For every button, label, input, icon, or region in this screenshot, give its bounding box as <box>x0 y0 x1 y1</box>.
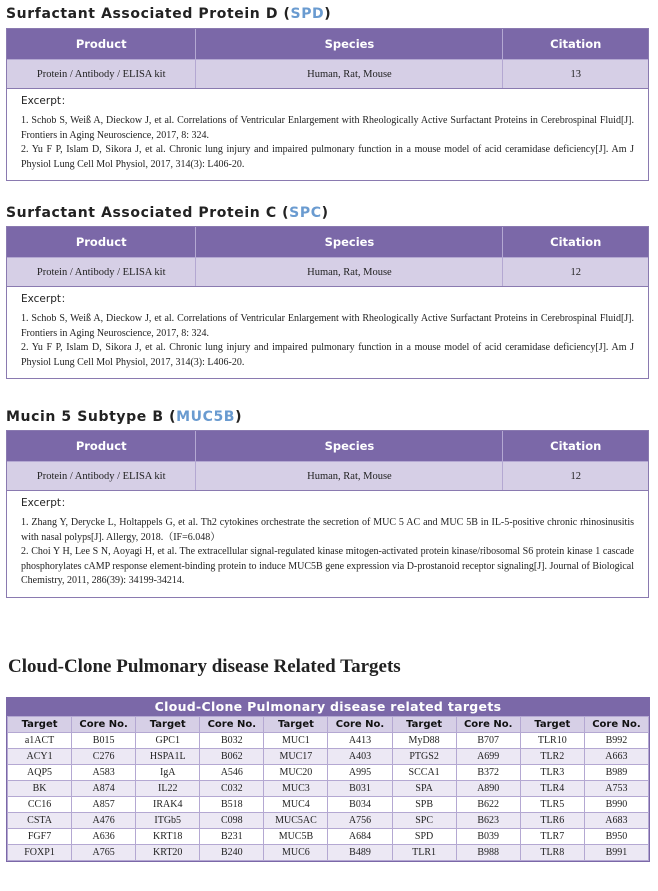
target-name-cell: TLR8 <box>520 845 584 861</box>
target-name-cell: KRT18 <box>136 829 200 845</box>
target-name-cell: CSTA <box>8 813 72 829</box>
title-prefix: Surfactant Associated Protein C ( <box>6 205 290 221</box>
header-species: Species <box>196 227 503 257</box>
targets-caption: Cloud-Clone Pulmonary disease related targets <box>7 698 649 716</box>
core-no-cell: C098 <box>200 813 264 829</box>
core-no-cell: A413 <box>328 733 392 749</box>
core-no-cell: A636 <box>72 829 136 845</box>
table-row <box>8 781 649 797</box>
reference-2: 2. Choi Y H, Lee S N, Aoyagi H, et al. The extracellular signal-regulated kinase mitogen-activated protein kinase/ribosomal S6 protein kinase 1 cascade phosphorylates cAMP response element-binding protein to induce MUC5B gene expression via D-prostanoid receptor signaling[J]. Journal of Biological Chemistry, 2011, 286(39): 34199-34214. <box>21 546 634 586</box>
target-name-cell: TLR1 <box>392 845 456 861</box>
related-targets-heading: Cloud-Clone Pulmonary disease Related Targets <box>8 656 401 677</box>
cell-citation: 13 <box>570 68 581 80</box>
table-header <box>7 431 648 461</box>
table-header <box>7 227 648 257</box>
targets-grid <box>7 716 649 861</box>
target-name-cell: GPC1 <box>136 733 200 749</box>
product-table-muc5b <box>6 430 649 598</box>
table-row <box>8 749 649 765</box>
table-row <box>8 845 649 861</box>
core-no-cell: B992 <box>584 733 648 749</box>
target-name-cell: TLR6 <box>520 813 584 829</box>
target-name-cell: FGF7 <box>8 829 72 845</box>
table-header <box>7 29 648 59</box>
core-no-cell: B240 <box>200 845 264 861</box>
excerpt-label: Excerpt： <box>21 293 72 305</box>
cell-species: Human, Rat, Mouse <box>196 258 503 286</box>
core-no-cell: B989 <box>584 765 648 781</box>
core-no-cell: B990 <box>584 797 648 813</box>
cell-species: Human, Rat, Mouse <box>196 60 503 88</box>
core-no-cell: A546 <box>200 765 264 781</box>
excerpt-label: Excerpt： <box>21 95 72 107</box>
title-suffix: ) <box>235 409 243 425</box>
core-no-cell: C032 <box>200 781 264 797</box>
abbr-link-spc[interactable]: SPC <box>289 205 322 221</box>
core-no-cell: A765 <box>72 845 136 861</box>
header-product: Product <box>7 227 196 257</box>
title-suffix: ) <box>324 6 332 22</box>
excerpt-label: Excerpt： <box>21 497 72 509</box>
table-row <box>8 813 649 829</box>
table-row <box>8 797 649 813</box>
core-no-cell: B950 <box>584 829 648 845</box>
header-species: Species <box>196 29 503 59</box>
target-name-cell: MyD88 <box>392 733 456 749</box>
abbr-link-spd[interactable]: SPD <box>290 6 325 22</box>
reference-1: 1. Schob S, Weiß A, Dieckow J, et al. Correlations of Ventricular Enlargement with Rheologically Active Surfactant Proteins in Cerebrospinal Fluid[J]. Frontiers in Aging Neuroscience, 2017, 8: 324. <box>21 313 634 339</box>
target-name-cell: TLR10 <box>520 733 584 749</box>
excerpt-box <box>7 490 648 597</box>
header-citation: Citation <box>550 37 602 51</box>
target-name-cell: KRT20 <box>136 845 200 861</box>
target-name-cell: SCCA1 <box>392 765 456 781</box>
table-row <box>7 59 648 88</box>
target-name-cell: ACY1 <box>8 749 72 765</box>
title-prefix: Mucin 5 Subtype B ( <box>6 409 177 425</box>
table-row <box>8 829 649 845</box>
col-header: Core No. <box>72 717 136 733</box>
col-header: Target <box>392 717 456 733</box>
section-title-muc5b <box>6 409 242 425</box>
reference-2: 2. Yu F P, Islam D, Sikora J, et al. Chronic lung injury and impaired pulmonary function in a mouse model of acid ceramidase deficiency[J]. Am J Physiol Lung Cell Mol Physiol, 2017, 314(3): L406-20. <box>21 144 634 170</box>
reference-1: 1. Zhang Y, Derycke L, Holtappels G, et al. Th2 cytokines orchestrate the secretion of MUC 5 AC and MUC 5B in IL-5-positive chronic rhinosinusitis with nasal polyps[J]. Allergy, 2018.（IF=6.048） <box>21 517 634 543</box>
table-row <box>7 461 648 490</box>
abbr-link-muc5b[interactable]: MUC5B <box>176 409 236 425</box>
col-header: Target <box>520 717 584 733</box>
core-no-cell: A403 <box>328 749 392 765</box>
cell-product: Protein / Antibody / ELISA kit <box>7 462 196 490</box>
cell-product: Protein / Antibody / ELISA kit <box>7 60 196 88</box>
target-name-cell: MUC3 <box>264 781 328 797</box>
cell-species: Human, Rat, Mouse <box>196 462 503 490</box>
reference-1: 1. Schob S, Weiß A, Dieckow J, et al. Correlations of Ventricular Enlargement with Rheologically Active Surfactant Proteins in Cerebrospinal Fluid[J]. Frontiers in Aging Neuroscience, 2017, 8: 324. <box>21 115 634 141</box>
header-citation: Citation <box>550 235 602 249</box>
core-no-cell: C276 <box>72 749 136 765</box>
target-name-cell: ITGb5 <box>136 813 200 829</box>
title-suffix: ) <box>321 205 329 221</box>
header-product: Product <box>7 431 196 461</box>
header-citation: Citation <box>550 439 602 453</box>
table-row <box>7 257 648 286</box>
target-name-cell: CC16 <box>8 797 72 813</box>
target-name-cell: IgA <box>136 765 200 781</box>
target-name-cell: IRAK4 <box>136 797 200 813</box>
header-species: Species <box>196 431 503 461</box>
core-no-cell: A699 <box>456 749 520 765</box>
title-prefix: Surfactant Associated Protein D ( <box>6 6 291 22</box>
product-table-spd <box>6 28 649 181</box>
target-name-cell: a1ACT <box>8 733 72 749</box>
target-name-cell: FOXP1 <box>8 845 72 861</box>
col-header: Core No. <box>584 717 648 733</box>
col-header: Target <box>264 717 328 733</box>
core-no-cell: B039 <box>456 829 520 845</box>
reference-2: 2. Yu F P, Islam D, Sikora J, et al. Chronic lung injury and impaired pulmonary function in a mouse model of acid ceramidase deficiency[J]. Am J Physiol Lung Cell Mol Physiol, 2017, 314(3): L406-20. <box>21 342 634 368</box>
core-no-cell: B231 <box>200 829 264 845</box>
core-no-cell: B623 <box>456 813 520 829</box>
col-header: Core No. <box>328 717 392 733</box>
target-name-cell: MUC1 <box>264 733 328 749</box>
target-name-cell: IL22 <box>136 781 200 797</box>
target-name-cell: TLR4 <box>520 781 584 797</box>
target-name-cell: AQP5 <box>8 765 72 781</box>
core-no-cell: B518 <box>200 797 264 813</box>
target-name-cell: MUC17 <box>264 749 328 765</box>
cell-citation: 12 <box>570 470 581 482</box>
target-name-cell: BK <box>8 781 72 797</box>
core-no-cell: B991 <box>584 845 648 861</box>
target-name-cell: SPC <box>392 813 456 829</box>
core-no-cell: B489 <box>328 845 392 861</box>
core-no-cell: A756 <box>328 813 392 829</box>
target-name-cell: HSPA1L <box>136 749 200 765</box>
core-no-cell: A583 <box>72 765 136 781</box>
core-no-cell: B622 <box>456 797 520 813</box>
core-no-cell: A663 <box>584 749 648 765</box>
core-no-cell: A683 <box>584 813 648 829</box>
table-row <box>8 765 649 781</box>
core-no-cell: A753 <box>584 781 648 797</box>
related-targets-table <box>6 697 650 862</box>
core-no-cell: A874 <box>72 781 136 797</box>
core-no-cell: A995 <box>328 765 392 781</box>
target-name-cell: SPD <box>392 829 456 845</box>
product-table-spc <box>6 226 649 379</box>
target-name-cell: TLR7 <box>520 829 584 845</box>
core-no-cell: B707 <box>456 733 520 749</box>
core-no-cell: B034 <box>328 797 392 813</box>
excerpt-box <box>7 286 648 378</box>
col-header: Core No. <box>200 717 264 733</box>
core-no-cell: A684 <box>328 829 392 845</box>
core-no-cell: B015 <box>72 733 136 749</box>
core-no-cell: A890 <box>456 781 520 797</box>
excerpt-box <box>7 88 648 180</box>
col-header: Target <box>8 717 72 733</box>
table-row <box>8 733 649 749</box>
core-no-cell: B031 <box>328 781 392 797</box>
target-name-cell: MUC6 <box>264 845 328 861</box>
header-product: Product <box>7 29 196 59</box>
core-no-cell: B062 <box>200 749 264 765</box>
core-no-cell: A476 <box>72 813 136 829</box>
core-no-cell: B372 <box>456 765 520 781</box>
core-no-cell: A857 <box>72 797 136 813</box>
core-no-cell: B988 <box>456 845 520 861</box>
col-header: Target <box>136 717 200 733</box>
section-title-spc <box>6 205 329 221</box>
target-name-cell: SPB <box>392 797 456 813</box>
target-name-cell: MUC4 <box>264 797 328 813</box>
target-name-cell: SPA <box>392 781 456 797</box>
target-name-cell: MUC5AC <box>264 813 328 829</box>
target-name-cell: TLR5 <box>520 797 584 813</box>
targets-header-row <box>8 717 649 733</box>
core-no-cell: B032 <box>200 733 264 749</box>
target-name-cell: MUC20 <box>264 765 328 781</box>
target-name-cell: MUC5B <box>264 829 328 845</box>
target-name-cell: PTGS2 <box>392 749 456 765</box>
col-header: Core No. <box>456 717 520 733</box>
targets-body <box>8 733 649 861</box>
cell-citation: 12 <box>570 266 581 278</box>
target-name-cell: TLR2 <box>520 749 584 765</box>
cell-product: Protein / Antibody / ELISA kit <box>7 258 196 286</box>
target-name-cell: TLR3 <box>520 765 584 781</box>
section-title-spd <box>6 6 331 22</box>
